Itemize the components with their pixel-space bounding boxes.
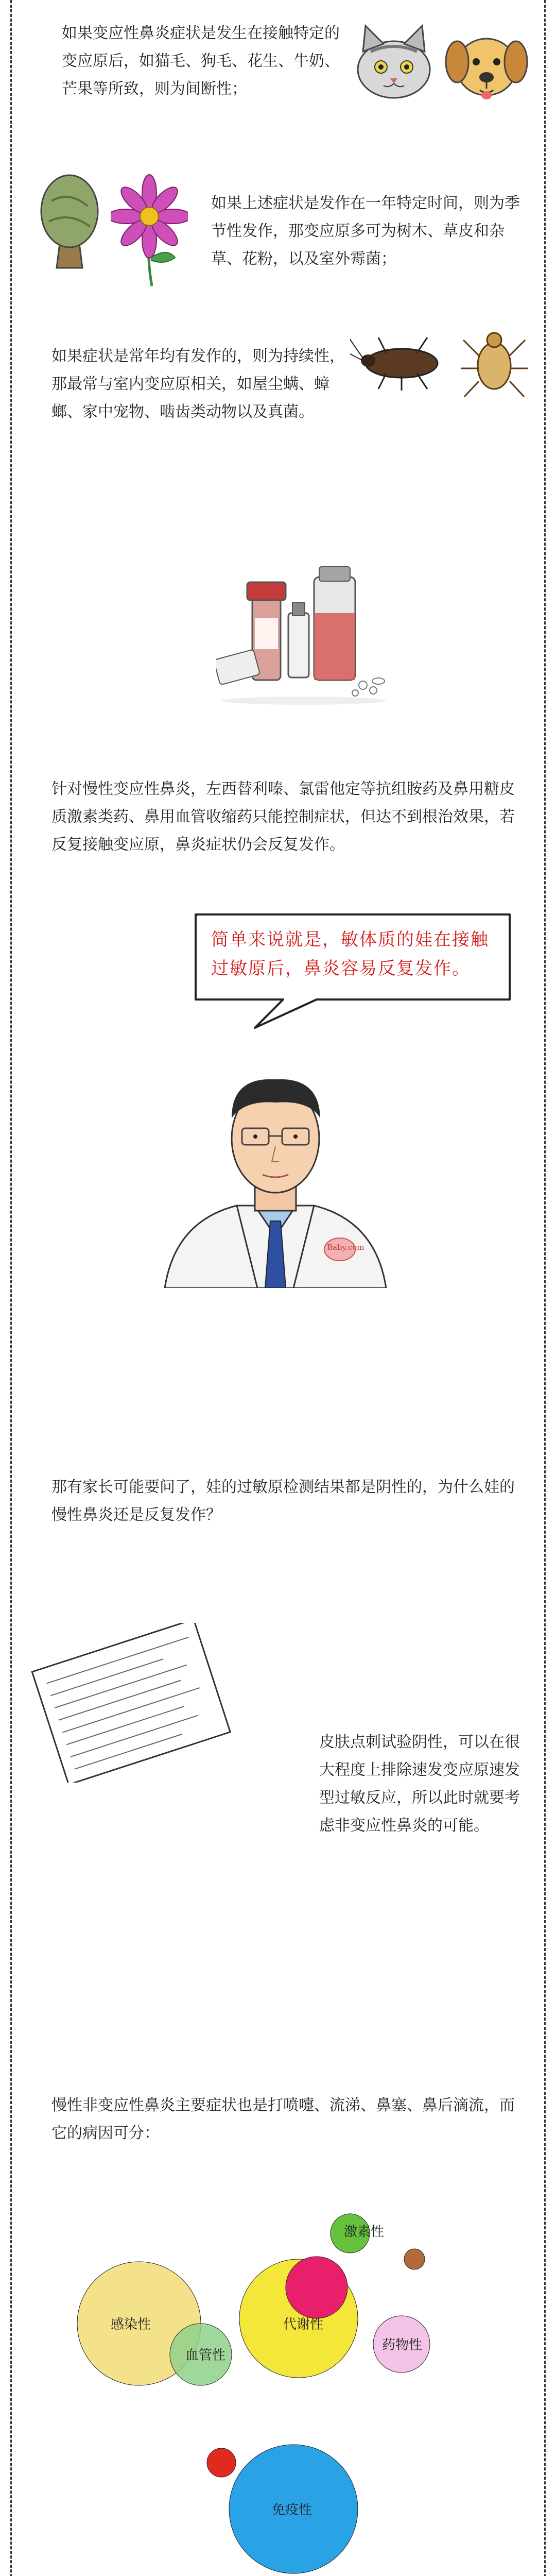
flower-illustration xyxy=(111,170,188,289)
paragraph-causes: 慢性非变应性鼻炎主要症状也是打喷嚏、流涕、鼻塞、鼻后滴流，而它的病因可分： xyxy=(51,2096,515,2142)
circle-brown-dot xyxy=(404,2249,425,2269)
causes-diagram xyxy=(0,2179,556,2576)
circle-pink-big xyxy=(286,2257,348,2318)
circle-red-dot xyxy=(207,2448,236,2477)
paragraph-question: 那有家长可能要问了，娃的过敏原检测结果都是阴性的，为什么娃的慢性鼻炎还是反复发作？ xyxy=(51,1478,515,1524)
lab-report-illustration xyxy=(21,1623,237,1783)
medicine-illustration xyxy=(216,562,391,706)
paragraph-intermittent: 如果变应性鼻炎症状是发生在接触特定的变应原后，如猫毛、狗毛、花生、牛奶、芒果等所致，则为间断性； xyxy=(62,24,340,98)
label-infection: 感染性 xyxy=(111,2317,151,2332)
doctor-illustration xyxy=(154,1051,396,1288)
label-immune: 免疫性 xyxy=(272,2502,312,2518)
label-metabolic: 代谢性 xyxy=(283,2317,324,2332)
paragraph-persistent: 如果症状是常年均有发作的，则为持续性，那最常与室内变应原相关，如屋尘螨、蟑螂、家中宠物、啮齿类动物以及真菌。 xyxy=(51,347,345,421)
doctor-badge: Baby.com xyxy=(327,1243,364,1252)
label-vascular: 血管性 xyxy=(185,2348,226,2363)
label-drug: 药物性 xyxy=(382,2337,423,2353)
paragraph-skin-test: 皮肤点刺试验阴性，可以在很大程度上排除速发变应原速发型过敏反应，所以此时就要考虑非变应性鼻炎的可能。 xyxy=(319,1733,520,1835)
cat-icon xyxy=(350,21,438,103)
paragraph-treatment: 针对慢性变应性鼻炎，左西替利嗪、氯雷他定等抗组胺药及鼻用糖皮质激素类药、鼻用血管收缩药只能控制症状，但达不到根治效果，若反复接触变应原，鼻炎症状仍会反复发作。 xyxy=(51,780,515,854)
tree-illustration xyxy=(36,170,103,273)
cockroach-icon xyxy=(350,330,453,392)
dog-icon xyxy=(443,21,530,108)
label-hormonal: 激素性 xyxy=(344,2224,385,2240)
paragraph-seasonal: 如果上述症状是发作在一年特定时间，则为季节性发作，那变应原多可为树木、草皮和杂草、花粉，以及室外霉菌； xyxy=(211,194,520,268)
mite-icon xyxy=(458,319,530,402)
bubble-text: 简单来说就是，敏体质的娃在接触过敏原后，鼻炎容易反复发作。 xyxy=(211,929,489,979)
